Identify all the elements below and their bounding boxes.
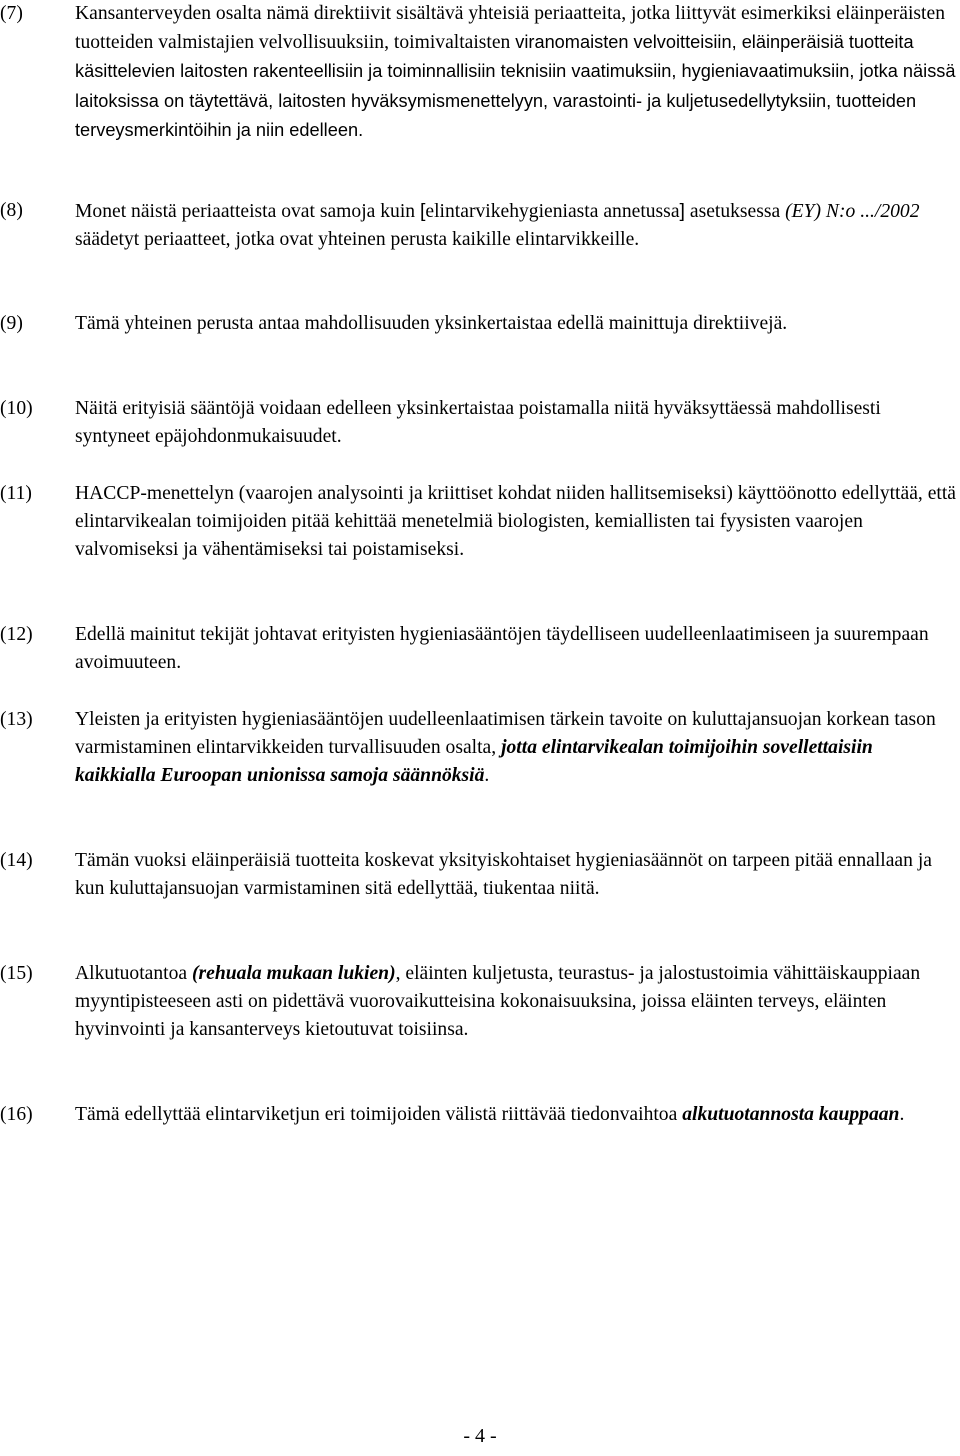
text-run: Tämän vuoksi eläinperäisiä tuotteita koskevat yksityiskohtaiset hygieniasäännöt on tarpeen pitää ennallaan ja kun kuluttajansuojan varmistaminen sitä edellyttää, tiukentaa niitä. [75,850,932,900]
paragraph-text [75,706,958,791]
paragraph-text [75,480,958,565]
text-run: Näitä erityisiä sääntöjä voidaan edelleen yksinkertaistaa poistamalla niitä hyväksyttäessä mahdollisesti syntyneet epäjohdonmukaisuudet. [75,398,881,448]
paragraph-text [75,847,958,903]
text-run: Kansanterveyden osalta nämä direktiivit sisältävä yhteisiä periaatteita, jotka liittyvät esimerkiksi eläinperäisten tuotteiden valmistajien velvollisuuksiin, toimivaltaisten [75,3,945,54]
paragraph-number: (16) [0,1104,33,1125]
text-run: HACCP-menettelyn (vaarojen analysointi ja kriittiset kohdat niiden hallitsemiseksi) käyttöönotto edellyttää, että elintarvikealan toimijoiden pitää kehittää menetelmiä biologisten, kemiallisten tai fyysisten vaarojen valvomiseksi ja vähentämiseksi tai poistamiseksi. [75,483,956,561]
text-run: säädetyt periaatteet, jotka ovat yhteinen perusta kaikille elintarvikkeille. [75,229,640,251]
text-run: viranomaisten velvoitteisiin, eläinperäisiä tuotteita käsittelevien laitosten rakenteellisiin ja toiminnallisiin teknisiin vaatimuksiin, hygieniavaatimuksiin, jotka näissä laitoksissa on täytettävä, laitosten hyväksymismenettelyyn, varastointi- ja kuljetusedellytyksiin, tuotteiden terveysmerkintöihin ja niin edelleen. [75,32,956,140]
bracket-mark: [ [419,200,426,222]
text-run: Edellä mainitut tekijät johtavat erityisten hygieniasääntöjen täydelliseen uudelleenlaatimiseen ja suurempaan avoimuuteen. [75,624,929,674]
paragraph-text [75,960,958,1045]
text-run: Yleisten ja erityisten hygieniasääntöjen uudelleenlaatimisen tärkein tavoite on kuluttajansuojan korkean tason varmistaminen elintarvikkeiden turvallisuuden osalta, [75,709,936,759]
paragraph-number: (12) [0,624,33,645]
paragraph-text [75,395,958,451]
paragraph-number: (7) [0,3,23,24]
paragraph-text [75,0,958,145]
paragraph-number: (8) [0,200,23,221]
paragraph-number: (9) [0,313,23,334]
paragraph-text [75,1101,958,1129]
paragraph-number: (14) [0,850,33,871]
emphasized-text: jotta elintarvikealan toimijoihin sovellettaisiin kaikkialla Euroopan unionissa samoja säännöksiä [75,737,873,787]
emphasized-text: alkutuotannosta kauppaan [682,1104,900,1125]
bracket-mark: ] [679,200,685,222]
page-number: - 4 - [463,1425,497,1447]
text-run: Monet näistä periaatteista ovat samoja kuin [75,201,420,222]
text-run: Tämä yhteinen perusta antaa mahdollisuuden yksinkertaistaa edellä mainittuja direktiivejä. [75,313,788,334]
emphasized-text: (rehuala mukaan lukien) [192,963,396,984]
paragraph-number: (10) [0,398,33,419]
paragraph-text [75,310,958,338]
text-run: . [899,1104,905,1125]
text-run: asetuksessa [684,201,786,222]
paragraph-number: (13) [0,709,33,730]
text-run: elintarvikehygieniasta annetussa [425,201,680,222]
text-run: Tämä edellyttää elintarviketjun eri toimijoiden välistä riittävää tiedonvaihtoa [75,1104,683,1125]
text-run: Alkutuotantoa [75,963,192,984]
text-run: , eläinten kuljetusta, teurastus- ja jalostustoimia vähittäiskauppiaan myyntipisteeseen asti on pidettävä vuorovaikutteisina kokonaisuuksina, joissa eläinten terveys, eläinten hyvinvointi ja kansanterveys kietoutuvat toisiinsa. [75,963,921,1041]
text-run: . [484,765,490,787]
regulation-reference: (EY) N:o .../2002 [785,201,920,222]
paragraph-text [75,621,958,677]
paragraph-text [75,197,958,254]
paragraph-number: (15) [0,963,33,984]
paragraph-number: (11) [0,483,32,504]
